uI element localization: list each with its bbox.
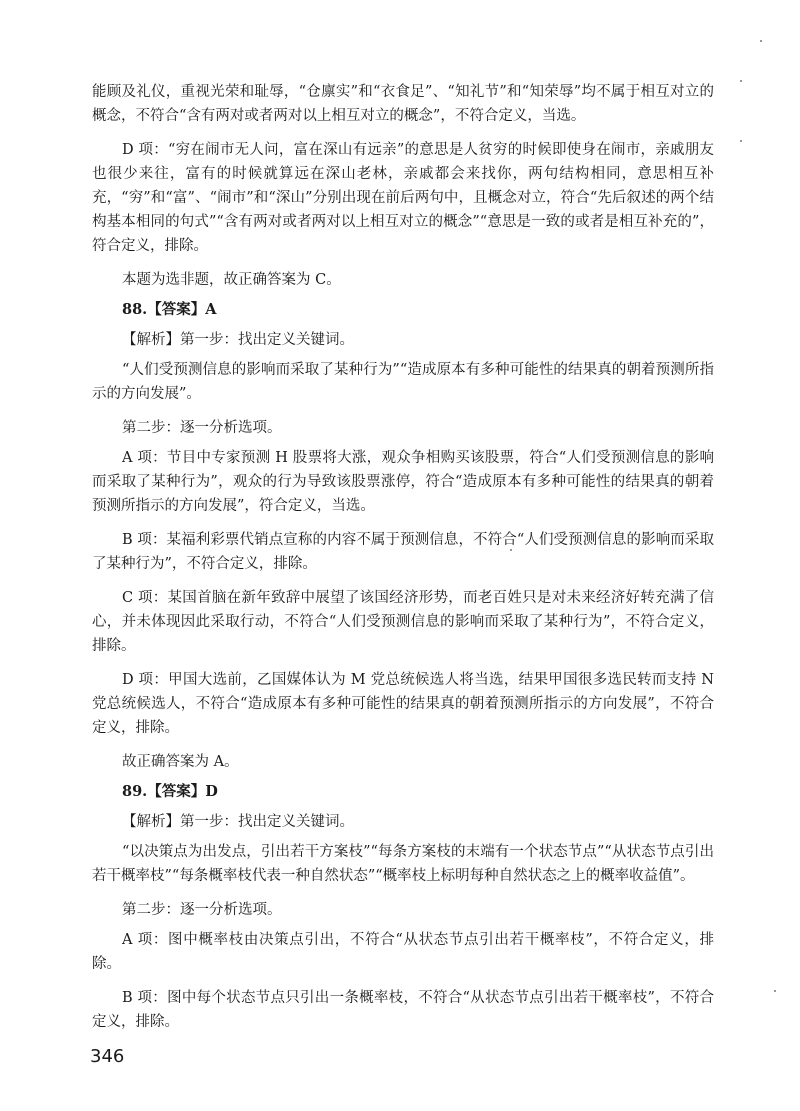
page-content: [92, 80, 714, 1044]
scan-speck: [740, 80, 742, 82]
scan-speck: [760, 40, 762, 42]
analysis-heading: 【解析】第一步：找出定义关键词。: [122, 814, 354, 830]
paragraph: 第二步：逐一分析选项。: [122, 902, 282, 918]
paragraph: D 项：“穷在闹市无人问，富在深山有远亲”的意思是人贫穷的时候即使身在闹市，亲戚朋友也很少来往，富有的时候就算远在深山老林，亲戚都会来找你，两句结构相同，意思相互补充，“穷”和“富”、“闹市”和“深山”分别出现在前后两句中，且概念对立，符合“先后叙述的两个结构基本相同的句式”“含有两对或者两对以上相互对立的概念”“意思是一致的或者是相互补充的”，符合定义，排除。: [92, 142, 714, 254]
paragraph: 第二步：逐一分析选项。: [122, 420, 282, 436]
scan-speck: [740, 140, 742, 142]
scan-speck: [774, 990, 776, 992]
paragraph: D 项：甲国大选前，乙国媒体认为 M 党总统候选人将当选，结果甲国很多选民转而支持 N 党总统候选人，不符合“造成原本有多种可能性的结果真的朝着预测所指示的方向发展”，不符合定义，排除。: [92, 672, 714, 736]
paragraph: A 项：节目中专家预测 H 股票将大涨，观众争相购买该股票，符合“人们受预测信息的影响而采取了某种行为”，观众的行为导致该股票涨停，符合“造成原本有多种可能性的结果真的朝着预测所指示的方向发展”，符合定义，当选。: [92, 450, 714, 514]
paragraph: 本题为选非题，故正确答案为 C。: [122, 272, 341, 288]
paragraph: 故正确答案为 A。: [122, 754, 239, 770]
paragraph: A 项：图中概率枝由决策点引出，不符合“从状态节点引出若干概率枝”，不符合定义，排除。: [92, 932, 714, 972]
answer-heading: 88.【答案】A: [122, 301, 217, 318]
scan-speck: [510, 549, 512, 551]
answer-heading: 89.【答案】D: [122, 783, 218, 800]
paragraph: 能顾及礼仪，重视光荣和耻辱，“仓廪实”和“衣食足”、“知礼节”和“知荣辱”均不属于相互对立的概念，不符合“含有两对或者两对以上相互对立的概念”，不符合定义，当选。: [92, 84, 714, 124]
paragraph: C 项：某国首脑在新年致辞中展望了该国经济形势，而老百姓只是对未来经济好转充满了信心，并未体现因此采取行动，不符合“人们受预测信息的影响而采取了某种行为”，不符合定义，排除。: [92, 590, 714, 654]
paragraph: B 项：某福利彩票代销点宣称的内容不属于预测信息，不符合“人们受预测信息的影响而采取了某种行为”，不符合定义，排除。: [92, 532, 714, 572]
paragraph: “人们受预测信息的影响而采取了某种行为”“造成原本有多种可能性的结果真的朝着预测所指示的方向发展”。: [92, 362, 714, 402]
paragraph: “以决策点为出发点，引出若干方案枝”“每条方案枝的末端有一个状态节点”“从状态节点引出若干概率枝”“每条概率枝代表一种自然状态”“概率枝上标明每种自然状态之上的概率收益值”。: [92, 844, 714, 884]
page-number: 346: [90, 1046, 125, 1067]
paragraph: B 项：图中每个状态节点只引出一条概率枝，不符合“从状态节点引出若干概率枝”，不符合定义，排除。: [92, 990, 714, 1030]
analysis-heading: 【解析】第一步：找出定义关键词。: [122, 332, 354, 348]
